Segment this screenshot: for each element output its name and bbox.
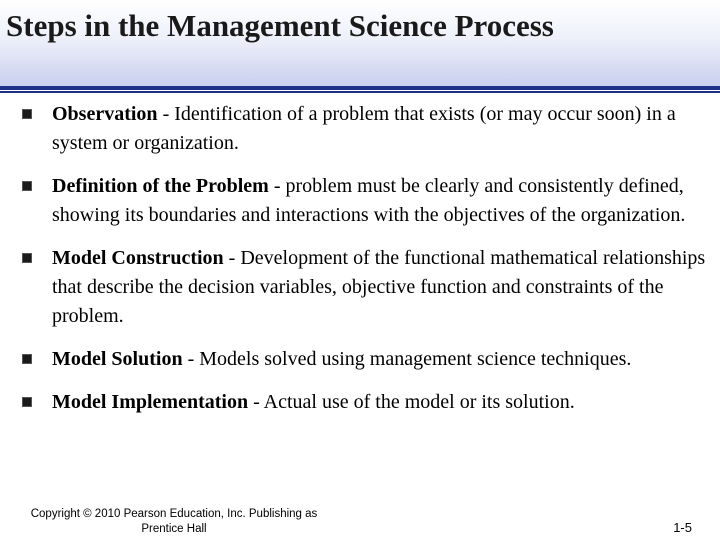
list-item xyxy=(22,345,712,374)
step-description: - Development of the functional mathematical relationships that describe the decision variables, objective function and constraints of the problem. xyxy=(52,247,706,327)
step-description: - Models solved using management science techniques. xyxy=(182,348,632,370)
step-description: - Identification of a problem that exists (or may occur soon) in a system or organization. xyxy=(52,103,676,154)
copyright-line: Copyright © 2010 Pearson Education, Inc. Publishing as xyxy=(30,508,318,520)
list-item xyxy=(22,388,712,417)
copyright-footer xyxy=(14,507,334,537)
list-item xyxy=(22,244,712,331)
slide-title: Steps in the Management Science Process xyxy=(6,8,554,43)
step-term: Model Solution xyxy=(52,348,183,370)
step-term: Definition of the Problem xyxy=(52,175,269,197)
step-term: Model Implementation xyxy=(52,391,249,413)
step-description: - Actual use of the model or its solution. xyxy=(248,391,575,413)
list-item xyxy=(22,100,712,158)
square-bullet-icon xyxy=(22,354,32,364)
page-number: 1-5 xyxy=(673,520,692,535)
square-bullet-icon xyxy=(22,397,32,407)
step-term: Model Construction xyxy=(52,247,224,269)
square-bullet-icon xyxy=(22,253,32,263)
copyright-publisher: Prentice Hall xyxy=(141,523,207,535)
title-rule-thin xyxy=(0,91,720,93)
step-description: - problem must be clearly and consistently defined, showing its boundaries and interactions with the objectives of the organization. xyxy=(52,175,686,226)
steps-list xyxy=(22,100,712,431)
square-bullet-icon xyxy=(22,109,32,119)
list-item xyxy=(22,172,712,230)
square-bullet-icon xyxy=(22,181,32,191)
step-term: Observation xyxy=(52,103,158,125)
title-rule-thick xyxy=(0,86,720,90)
